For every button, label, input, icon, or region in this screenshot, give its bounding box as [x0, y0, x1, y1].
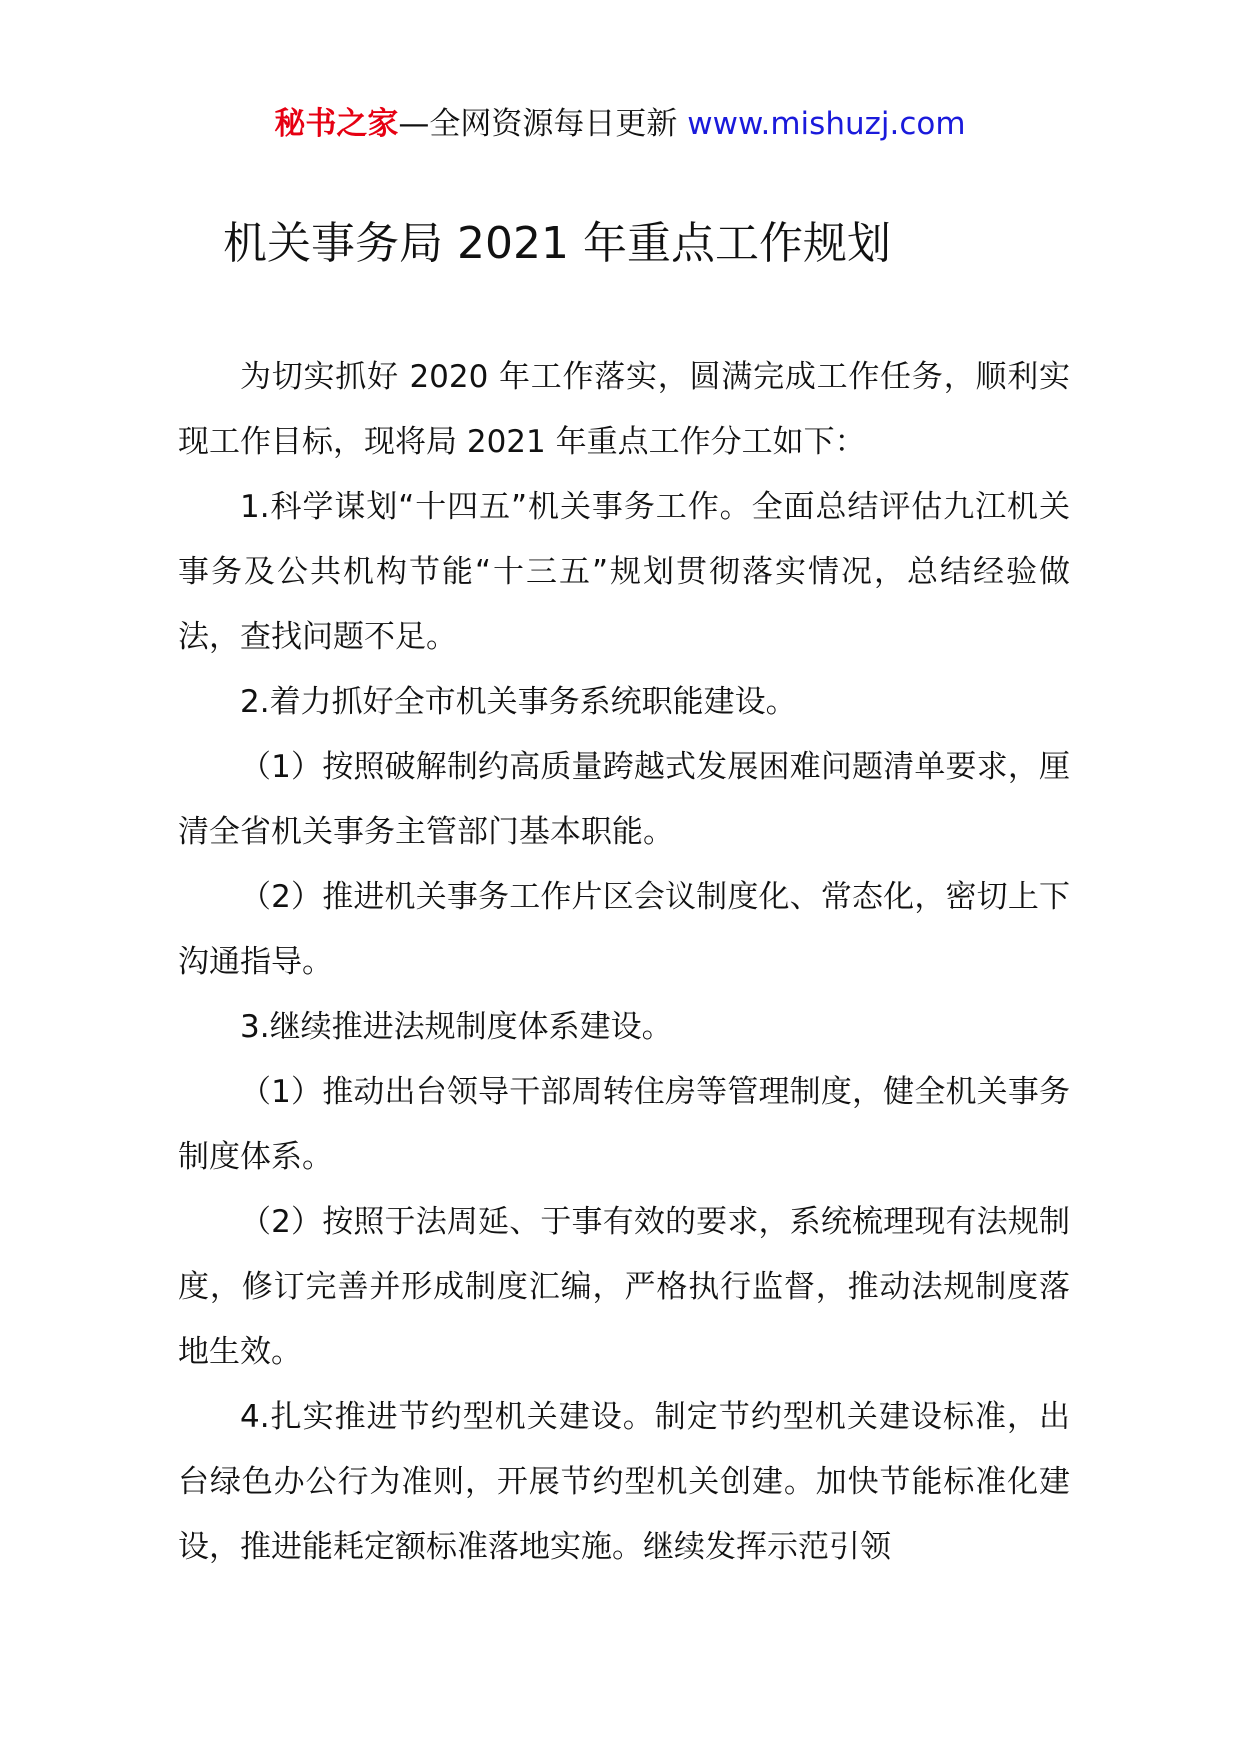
paragraph-item-2: 2.着力抓好全市机关事务系统职能建设。	[240, 684, 797, 720]
paragraph-intro: 为切实抓好 2020 年工作落实，圆满完成工作任务，顺利实现工作目标，现将局 2021 年重点工作分工如下：	[178, 359, 1070, 460]
paragraph-item-1: 1.科学谋划“十四五”机关事务工作。全面总结评估九江机关事务及公共机构节能“十三五”规划贯彻落实情况，总结经验做法，查找问题不足。	[178, 489, 1070, 655]
site-header	[0, 102, 1240, 146]
paragraph-item-3: 3.继续推进法规制度体系建设。	[240, 1009, 673, 1045]
paragraph-item-2-2: （2）推进机关事务工作片区会议制度化、常态化，密切上下沟通指导。	[178, 879, 1070, 980]
paragraph-item-2-1: （1）按照破解制约高质量跨越式发展困难问题清单要求，厘清全省机关事务主管部门基本职能。	[178, 749, 1070, 850]
document-title: 机关事务局 2021 年重点工作规划	[223, 218, 891, 269]
paragraph-item-4: 4.扎实推进节约型机关建设。制定节约型机关建设标准，出台绿色办公行为准则，开展节约型机关创建。加快节能标准化建设，推进能耗定额标准落地实施。继续发挥示范引领	[178, 1399, 1070, 1565]
header-slogan: —全网资源每日更新	[398, 106, 678, 142]
paragraph-item-3-2: （2）按照于法周延、于事有效的要求，系统梳理现有法规制度，修订完善并形成制度汇编，严格执行监督，推动法规制度落地生效。	[178, 1204, 1070, 1370]
brand-name: 秘书之家	[274, 106, 399, 142]
document-body	[178, 345, 1070, 1580]
site-url-link[interactable]: www.mishuzj.com	[687, 106, 966, 142]
paragraph-item-3-1: （1）推动出台领导干部周转住房等管理制度，健全机关事务制度体系。	[178, 1074, 1070, 1175]
